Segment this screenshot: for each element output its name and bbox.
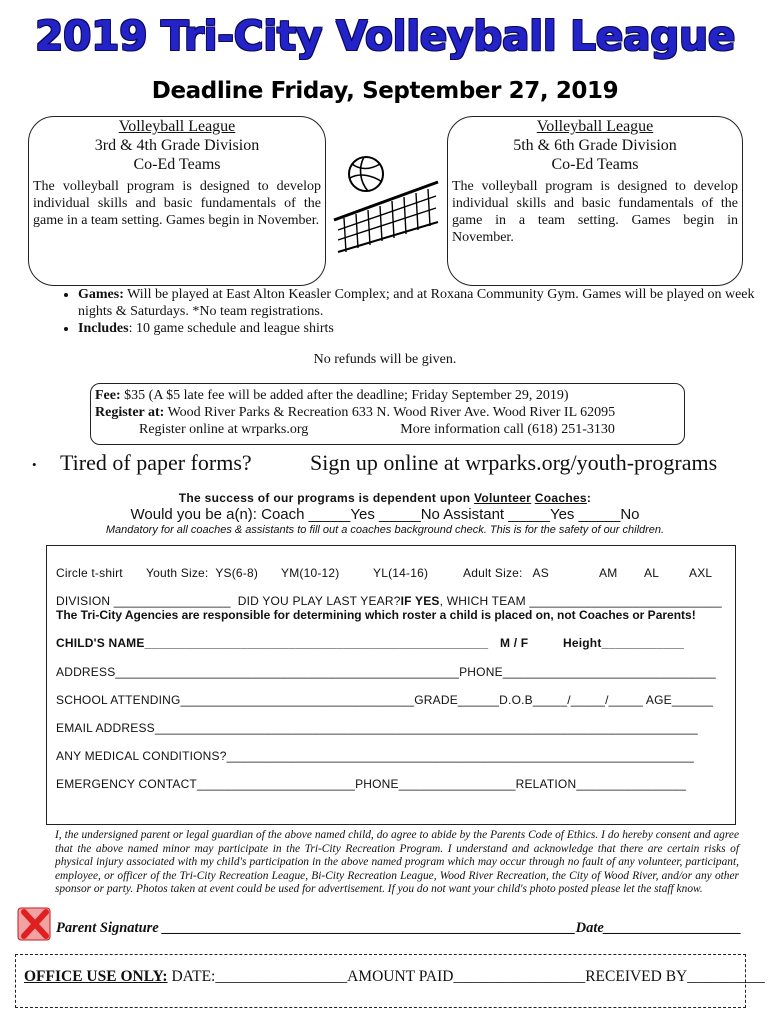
registration-form	[46, 545, 736, 825]
height-field[interactable]: Height____________	[563, 636, 685, 650]
division-description: The volleyball program is designed to develop individual skills and basic fundamentals of the game in a team setting. Games begin in November.	[452, 179, 738, 245]
division-field[interactable]: DIVISION _________________ DID YOU PLAY LAST YEAR?IF YES, WHICH TEAM ____________________________	[56, 594, 722, 608]
list-item: • Includes: 10 game schedule and league shirts	[78, 320, 758, 337]
roster-note: The Tri-City Agencies are responsible for determining which roster a child is placed on, not Coaches or Parents!	[56, 608, 696, 622]
program-details-list	[50, 286, 758, 337]
division-description: The volleyball program is designed to develop individual skills and basic fundamentals of the game in a team setting. Games begin in November.	[33, 179, 321, 228]
volunteer-heading: The success of our programs is dependent upon Volunteer Coaches:	[178, 491, 592, 505]
fee-box	[90, 383, 685, 445]
refund-notice: No refunds will be given.	[313, 352, 457, 367]
division-heading: Volleyball League	[118, 118, 236, 135]
bullet-icon: •	[32, 457, 37, 472]
contact-line	[95, 421, 684, 438]
division-box-5th-6th	[447, 116, 743, 286]
red-x-icon	[16, 906, 52, 942]
gender-field[interactable]: M / F	[500, 636, 529, 650]
volleyball-net-icon	[330, 148, 442, 258]
address-field[interactable]: ADDRESS__________________________________________________PHONE_______________________________	[56, 665, 716, 679]
division-heading: Volleyball League	[536, 118, 654, 135]
parent-signature-field[interactable]: Parent Signature _________________________________________________________Date___________________	[56, 920, 742, 936]
division-grade: 3rd & 4th Grade Division	[94, 137, 260, 154]
signup-online-link[interactable]: Sign up online at wrparks.org/youth-programs	[310, 450, 718, 475]
paper-forms-text: Tired of paper forms?	[60, 450, 252, 475]
office-use-box	[15, 954, 765, 1008]
youth-size-ym[interactable]: YM(10-12)	[281, 566, 340, 580]
adult-size-am[interactable]: AM	[599, 566, 618, 580]
office-use-line: OFFICE USE ONLY: DATE:_________________AMOUNT PAID_________________RECEIVED BY__________	[24, 968, 765, 985]
adult-size-as[interactable]: Adult Size: AS	[463, 566, 549, 580]
register-online-link[interactable]: Register online at wrparks.org	[139, 422, 309, 437]
adult-size-al[interactable]: AL	[644, 566, 660, 580]
emergency-contact-field[interactable]: EMERGENCY CONTACT_______________________PHONE_________________RELATION________________	[56, 777, 687, 791]
coach-question[interactable]: Would you be a(n): Coach _____Yes _____No Assistant _____Yes _____No	[130, 506, 640, 523]
background-check-note: Mandatory for all coaches & assistants to fill out a coaches background check. This is for the safety of our children.	[105, 524, 665, 536]
division-type: Co-Ed Teams	[551, 156, 639, 173]
school-field[interactable]: SCHOOL ATTENDING__________________________________GRADE______D.O.B_____/_____/_____ AGE______	[56, 693, 714, 707]
email-field[interactable]: EMAIL ADDRESS_______________________________________________________________________________	[56, 721, 698, 735]
division-type: Co-Ed Teams	[133, 156, 221, 173]
tshirt-label: Circle t-shirt	[56, 566, 123, 580]
page-title: 2019 Tri-City Volleyball League	[34, 12, 736, 60]
medical-field[interactable]: ANY MEDICAL CONDITIONS?____________________________________________________________________	[56, 749, 695, 763]
childs-name-field[interactable]: CHILD'S NAME__________________________________________________	[56, 636, 489, 650]
info-phone: More information call (618) 251-3130	[400, 422, 615, 437]
parent-consent-text: I, the undersigned parent or legal guardian of the above named child, do agree to abide by the Parents Code of Ethics. I do hereby consent and agree that the above named minor may participate in the Tri-City Recreation Program. I understand and acknowledge that there are certain risks of physical injury associated with my child's participation in the above named program which may occur through no fault of any volunteer, participant, employee, or officer of the Tri-City Recreation League, Bi-City Recreation League, Wood River Recreation, the City of Wood River, and/or any other sponsor or party. Photos taken at event could be used for advertisement. If you do not want your child's photo posted please let the staff know.	[55, 829, 739, 895]
deadline-heading: Deadline Friday, September 27, 2019	[151, 78, 619, 104]
adult-size-axl[interactable]: AXL	[689, 566, 713, 580]
register-line: Register at: Wood River Parks & Recreation 633 N. Wood River Ave. Wood River IL 62095	[95, 405, 616, 420]
youth-size-yl[interactable]: YL(14-16)	[373, 566, 429, 580]
division-box-3rd-4th	[28, 116, 326, 286]
division-grade: 5th & 6th Grade Division	[513, 137, 677, 154]
list-item: • Games: Will be played at East Alton Keasler Complex; and at Roxana Community Gym. Games will be played on week nights & Saturdays. *No team registrations.	[78, 286, 758, 320]
youth-size-ys[interactable]: Youth Size: YS(6-8)	[146, 566, 259, 580]
fee-line: Fee: $35 (A $5 late fee will be added after the deadline; Friday September 29, 2019)	[95, 388, 569, 403]
